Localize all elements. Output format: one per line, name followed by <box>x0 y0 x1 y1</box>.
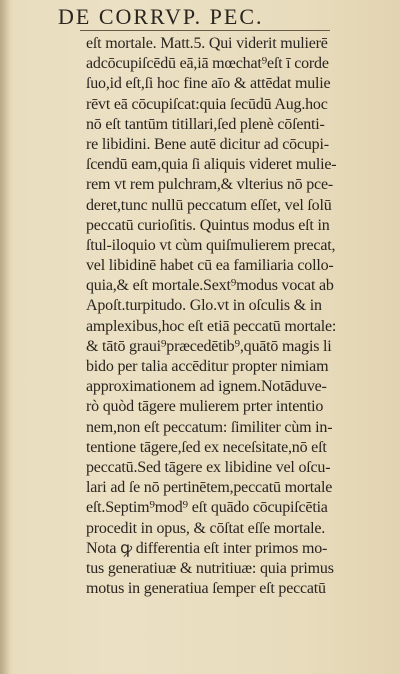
text-line: re libidini. Bene autē dicitur ad cōcupi- <box>86 135 329 153</box>
header-rule <box>80 30 330 31</box>
text-line: ſcendū eam,quia ſi aliquis videret mulie- <box>86 156 337 174</box>
text-line: bido per talia accēditur propter nimiam <box>86 358 329 375</box>
text-line: eſt mortale. Matt.5. Qui viderit mulierē <box>86 35 328 52</box>
text-line: & tātō graui⁹præcedētib⁹,quātō magis li <box>86 337 332 355</box>
gutter-shadow <box>0 0 10 674</box>
text-line: adcōcupiſcēdū eā,iā mœchat⁹eſt ī corde <box>86 55 329 73</box>
text-line: tentione tāgere,ſed ex neceſsitate,nō eſt <box>86 438 327 456</box>
text-line: peccatū.Sed tāgere ex libidine vel oſcu- <box>86 458 331 476</box>
text-line: procedit in opus, & cōſtat eſſe mortale. <box>86 519 326 537</box>
text-line: rò quòd tāgere mulierem prter intentio <box>86 398 324 416</box>
text-line: Apoſt.turpitudo. Glo.vt in oſculis & in <box>86 297 322 315</box>
text-line: eſt.Septim⁹mod⁹ eſt quādo cōcupiſcētia <box>86 499 328 517</box>
text-line: peccatū curioſitis. Quintus modus eſt in <box>86 216 330 234</box>
text-line: vel libidinē habet cū ea familiaria collo- <box>86 257 334 275</box>
text-line: amplexibus,hoc eſt etiā peccatū mortale: <box>86 317 337 335</box>
text-line: nem,non eſt peccatum: ſimiliter cùm in- <box>86 418 333 436</box>
text-line: ſtul-iloquio vt cùm quiſmulierem precat, <box>86 236 336 254</box>
text-line: rēvt eā cōcupiſcat:quia ſecūdū Aug.hoc <box>86 95 328 113</box>
text-line: tus generatiuæ & nutritiuæ: quia primus <box>86 559 334 577</box>
text-line: motus in generatiua ſemper eſt peccatū <box>86 580 326 598</box>
text-line: rem vt rem pulchram,& vlterius nō pce- <box>86 176 333 194</box>
text-line: quia,& eſt mortale.Sext⁹modus vocat ab <box>86 277 334 295</box>
running-head: DE CORRVP. PEC. <box>58 4 264 29</box>
text-line: approximationem ad ignem.Notāduve- <box>86 378 327 396</box>
text-line: ſuo,id eſt,ſi hoc fine aīo & attēdat mulie <box>86 75 331 93</box>
text-line: nō eſt tantūm titillari,ſed plenè cōſenti- <box>86 115 325 133</box>
body-text <box>86 34 394 599</box>
text-line: Nota ꝙ differentia eſt inter primos mo- <box>86 539 328 557</box>
text-line: deret,tunc nullū peccatum eſſet, vel ſolū <box>86 196 332 214</box>
text-line: lari ad ſe nō pertinētem,peccatū mortale <box>86 479 333 497</box>
